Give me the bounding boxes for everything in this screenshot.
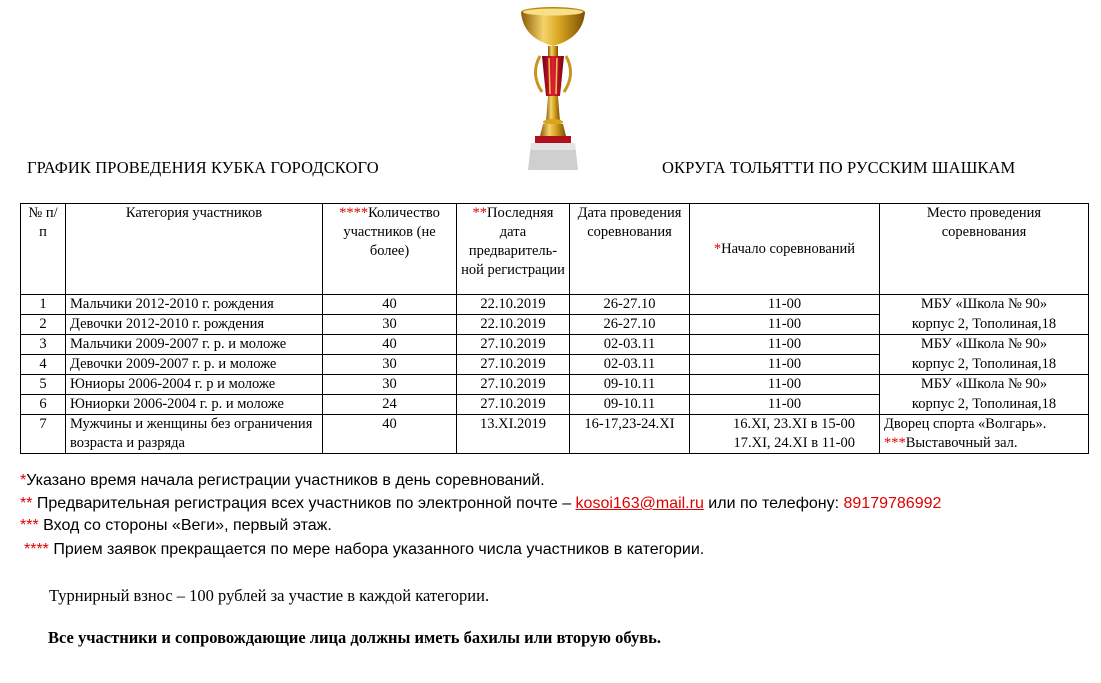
cell-date: 09-10.11 [570,375,690,395]
cell-place-line2-text: Выставочный зал. [905,435,1018,451]
cell-num: 7 [21,415,66,454]
table-row [21,375,1089,395]
footnote-1-mark: * [20,472,27,489]
cell-count: 40 [323,295,457,315]
cell-prereg: 27.10.2019 [457,395,570,415]
footnote-2-text: Предварительная регистрация всех участников по электронной почте – [32,495,576,512]
trophy-cup-image [518,4,588,170]
cell-place-line2 [884,434,1084,453]
cell-prereg: 22.10.2019 [457,295,570,315]
cell-place: корпус 2, Тополиная,18 [880,355,1089,375]
header-start-label: Начало соревнований [721,240,856,257]
header-prereg-mark: ** [472,205,487,221]
cell-count: 30 [323,315,457,335]
cell-num: 5 [21,375,66,395]
footnote-3 [20,517,332,535]
footnote-4 [24,541,704,559]
cell-count: 30 [323,355,457,375]
header-start-mark: * [713,240,722,257]
table-row [21,315,1089,335]
cell-date: 02-03.11 [570,335,690,355]
cell-start [690,415,880,454]
cell-start-line2: 17.XI, 24.XI в 11-00 [733,435,855,451]
table-row [21,415,1089,454]
shoe-cover-notice: Все участники и сопровождающие лица должны иметь бахилы или вторую обувь. [48,628,661,647]
cell-start: 11-00 [690,375,880,395]
cell-num: 2 [21,315,66,335]
cell-place: МБУ «Школа № 90» [880,295,1089,315]
footnote-4-mark: **** [24,541,49,558]
table-row [21,355,1089,375]
cell-start: 11-00 [690,395,880,415]
table-header-row [21,204,1089,295]
entry-fee-text: Турнирный взнос – 100 рублей за участие в каждой категории. [49,586,490,605]
cell-date: 09-10.11 [570,395,690,415]
header-count [323,204,457,295]
cell-start: 11-00 [690,315,880,335]
footnote-4-text: Прием заявок прекращается по мере набора указанного числа участников в категории. [48,541,705,558]
header-category: Категория участников [66,204,323,295]
header-prereg [457,204,570,295]
cell-date: 02-03.11 [570,355,690,375]
cell-place: МБУ «Школа № 90» [880,335,1089,355]
cell-start: 11-00 [690,335,880,355]
cell-prereg: 22.10.2019 [457,315,570,335]
cell-category: Девочки 2012-2010 г. рождения [66,315,323,335]
cell-num: 1 [21,295,66,315]
cell-prereg: 27.10.2019 [457,335,570,355]
cell-date: 16-17,23-24.XI [570,415,690,454]
cell-category: Мальчики 2009-2007 г. р. и моложе [66,335,323,355]
email-link[interactable]: kosoi163@mail.ru [575,495,704,512]
footnote-3-text: Вход со стороны «Веги», первый этаж. [38,517,332,534]
cell-count: 40 [323,415,457,454]
cell-place-mark: *** [884,435,906,451]
table-row [21,335,1089,355]
header-num: № п/п [21,204,66,295]
footnote-1-text: Указано время начала регистрации участников в день соревнований. [26,472,545,489]
cell-category: Мужчины и женщины без ограничения возраста и разряда [66,415,323,454]
cell-place: корпус 2, Тополиная,18 [880,315,1089,335]
cell-place: корпус 2, Тополиная,18 [880,395,1089,415]
cell-place: МБУ «Школа № 90» [880,375,1089,395]
page-title-left: ГРАФИК ПРОВЕДЕНИЯ КУБКА ГОРОДСКОГО [27,158,379,177]
footnote-3-mark: *** [20,517,39,534]
cell-date: 26-27.10 [570,315,690,335]
cell-category: Мальчики 2012-2010 г. рождения [66,295,323,315]
cell-num: 4 [21,355,66,375]
cell-place-line1: Дворец спорта «Волгарь». [884,416,1047,432]
cell-start: 11-00 [690,355,880,375]
cell-count: 40 [323,335,457,355]
schedule-table [20,203,1089,454]
phone-number: 89179786992 [843,495,942,512]
cell-prereg: 27.10.2019 [457,355,570,375]
page-title-right: ОКРУГА ТОЛЬЯТТИ ПО РУССКИМ ШАШКАМ [662,158,1016,177]
cell-count: 24 [323,395,457,415]
cell-prereg: 27.10.2019 [457,375,570,395]
header-count-label: Количество участников (не более) [343,205,440,259]
footnote-1 [20,472,545,490]
footnote-2-mark: ** [20,495,33,512]
cell-start-line1: 16.XI, 23.XI в 15-00 [732,416,855,432]
header-prereg-label: Последняя дата предваритель-ной регистрации [461,205,565,278]
cell-start: 11-00 [690,295,880,315]
cell-category: Юниорки 2006-2004 г. р. и моложе [66,395,323,415]
header-date: Дата проведения соревнования [570,204,690,295]
cell-date: 26-27.10 [570,295,690,315]
cell-prereg: 13.XI.2019 [457,415,570,454]
header-count-mark: **** [339,205,369,221]
cell-place [880,415,1089,454]
cell-num: 6 [21,395,66,415]
header-place: Место проведения соревнования [880,204,1089,295]
footnote-2 [20,495,941,513]
cell-num: 3 [21,335,66,355]
cell-category: Девочки 2009-2007 г. р. и моложе [66,355,323,375]
cell-count: 30 [323,375,457,395]
cell-category: Юниоры 2006-2004 г. р и моложе [66,375,323,395]
table-row [21,395,1089,415]
header-start [690,204,880,295]
footnote-2-mid: или по телефону: [703,495,844,512]
table-row [21,295,1089,315]
